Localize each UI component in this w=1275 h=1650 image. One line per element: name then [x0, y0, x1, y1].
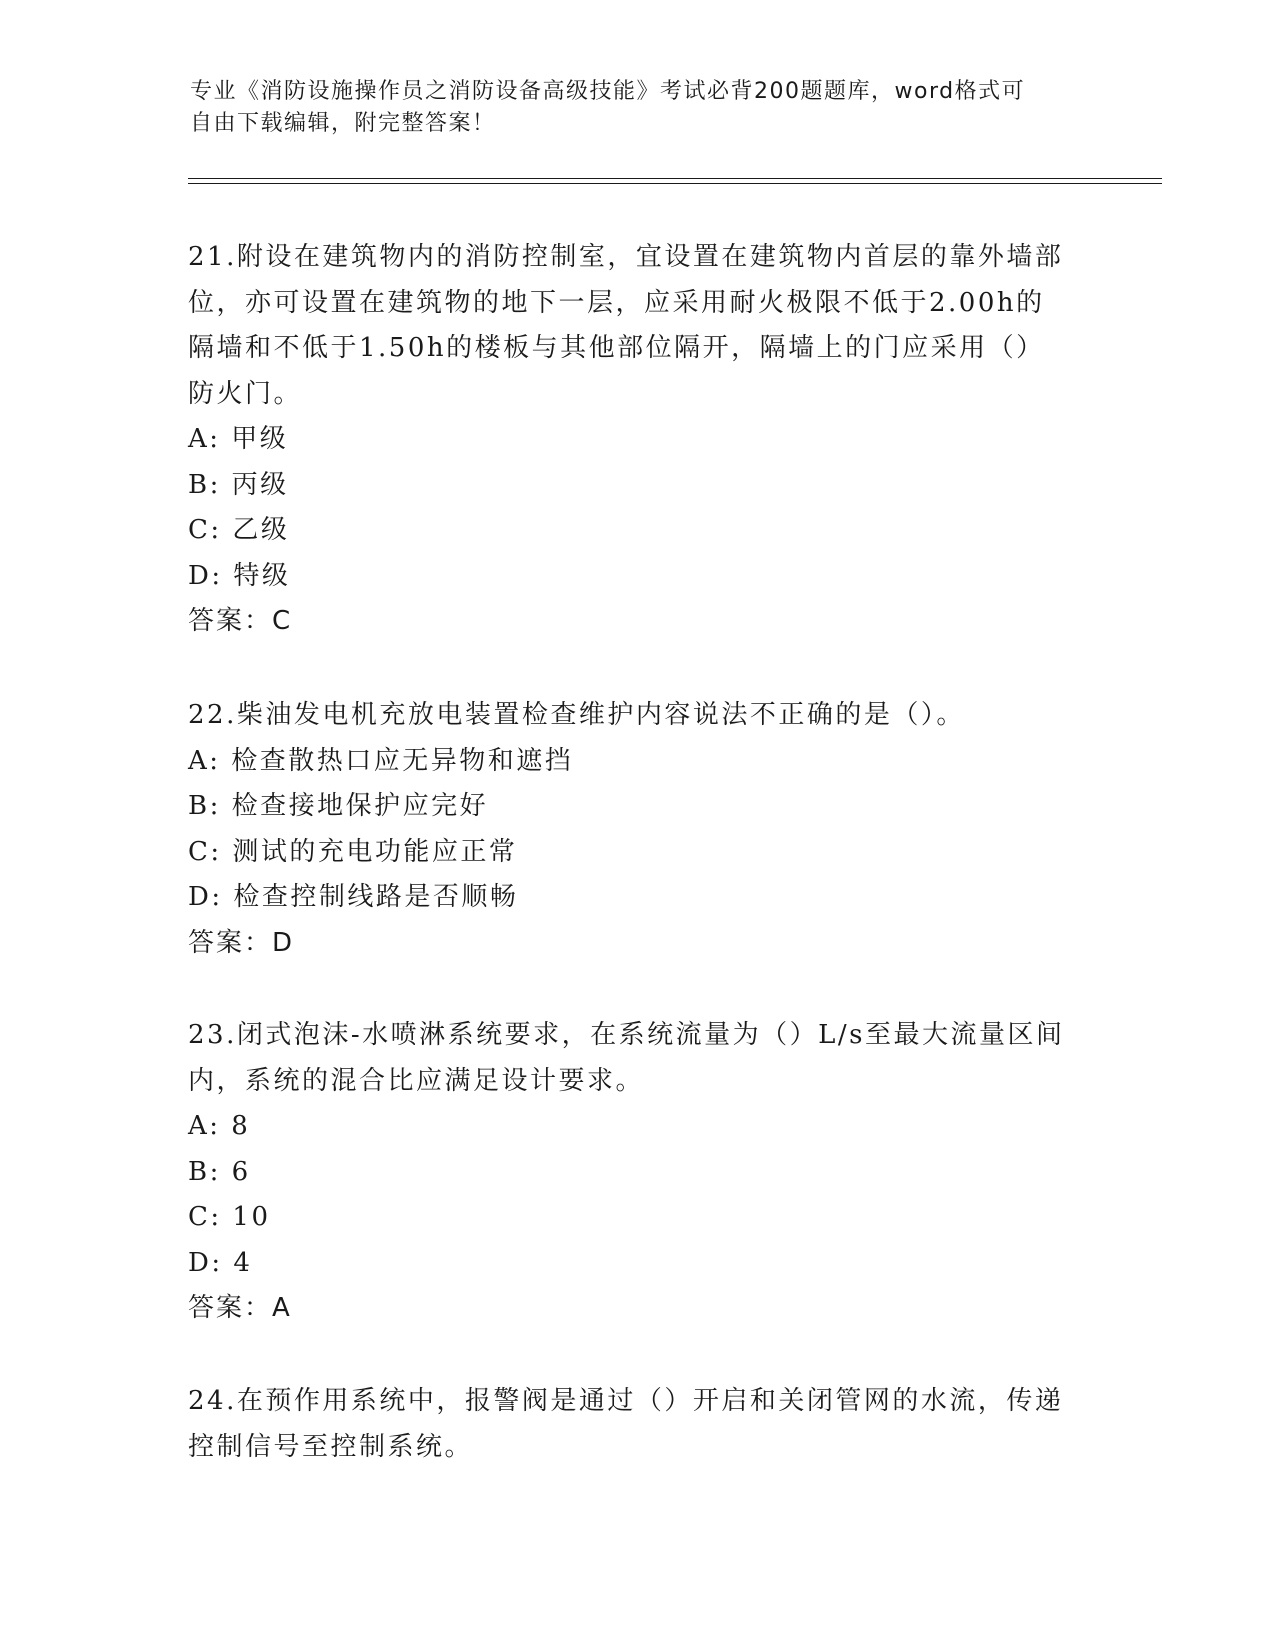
- question-stem-line: 控制信号至控制系统。: [188, 1431, 474, 1462]
- option-c: C: 乙级: [188, 515, 290, 545]
- option-b: B: 丙级: [188, 469, 289, 500]
- option-a: A: 8: [188, 1111, 251, 1141]
- answer-label: 答案：A: [188, 1293, 292, 1323]
- question-stem-line: 防火门。: [188, 378, 303, 409]
- option-b: B: 检查接地保护应完好: [188, 791, 489, 821]
- option-d: D: 特级: [188, 560, 291, 591]
- option-a: A: 甲级: [188, 424, 289, 454]
- document-header: [190, 76, 1090, 140]
- question-stem-line: 23.闭式泡沫-水喷淋系统要求，在系统流量为（）L/s至最大流量区间: [188, 1020, 1065, 1050]
- option-a: A: 检查散热口应无异物和遮挡: [188, 745, 574, 776]
- question-stem-line: 内，系统的混合比应满足设计要求。: [188, 1065, 645, 1096]
- option-b: B: 6: [188, 1156, 251, 1187]
- question-stem-line: 24.在预作用系统中，报警阀是通过（）开启和关闭管网的水流，传递: [188, 1386, 1064, 1416]
- option-c: C: 10: [188, 1202, 271, 1232]
- question-stem-line: 位，亦可设置在建筑物的地下一层，应采用耐火极限不低于2.00h的: [188, 287, 1045, 318]
- option-d: D: 检查控制线路是否顺畅: [188, 882, 519, 912]
- question-stem-line: 21.附设在建筑物内的消防控制室，宜设置在建筑物内首层的靠外墙部: [188, 242, 1064, 272]
- question-24: [188, 1379, 1088, 1470]
- header-line-2: 自由下载编辑，附完整答案！: [190, 111, 496, 136]
- question-22: [188, 693, 1088, 966]
- question-stem-line: 隔墙和不低于1.50h的楼板与其他部位隔开，隔墙上的门应采用（）: [188, 333, 1045, 363]
- header-divider-top: [188, 178, 1162, 179]
- header-line-1: 专业《消防设施操作员之消防设备高级技能》考试必背200题题库，word格式可: [190, 79, 1026, 104]
- question-stem-line: 22.柴油发电机充放电装置检查维护内容说法不正确的是（）。: [188, 700, 965, 730]
- question-21: [188, 235, 1088, 645]
- option-c: C: 测试的充电功能应正常: [188, 836, 518, 867]
- answer-label: 答案：C: [188, 606, 293, 636]
- option-d: D: 4: [188, 1247, 253, 1278]
- question-23: [188, 1013, 1088, 1332]
- answer-label: 答案：D: [188, 927, 295, 958]
- header-divider-bottom: [188, 183, 1162, 184]
